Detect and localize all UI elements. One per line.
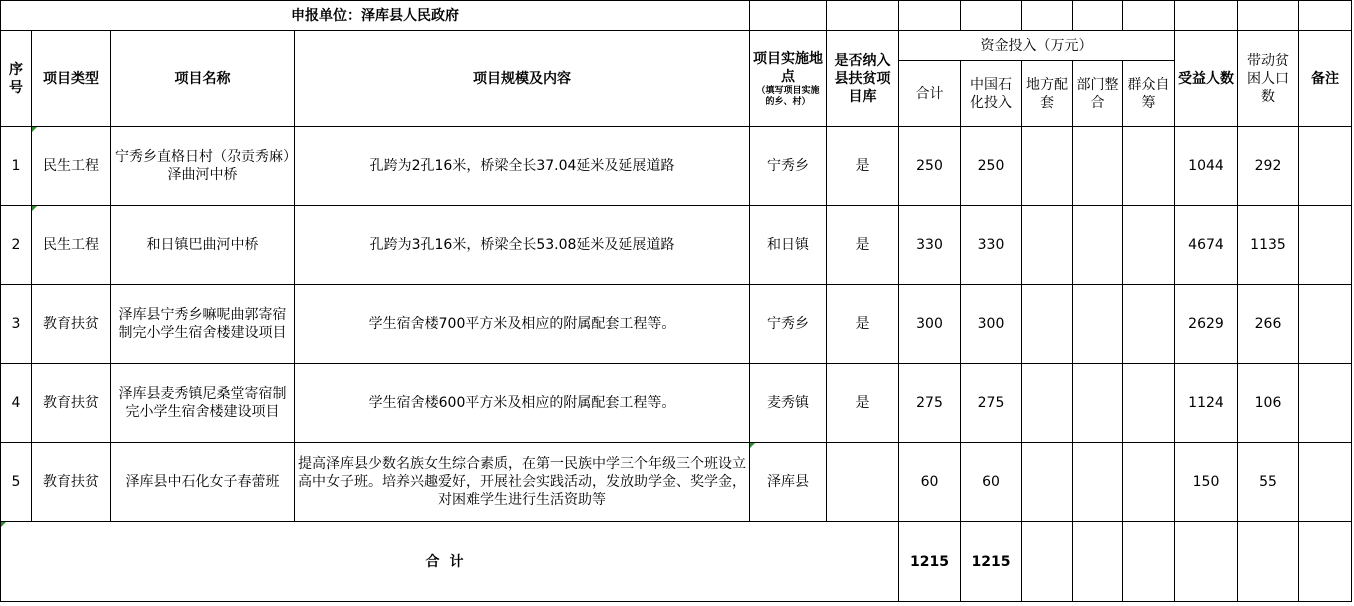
totals-empty-cell[interactable] — [1022, 522, 1073, 602]
title-row-cell[interactable] — [827, 1, 899, 31]
totals-total[interactable]: 1215 — [899, 522, 961, 602]
cell-scale[interactable]: 学生宿舍楼700平方米及相应的附属配套工程等。 — [295, 285, 750, 364]
cell-masses[interactable] — [1123, 206, 1175, 285]
header-row-1 — [1, 31, 1352, 61]
header-name[interactable]: 项目名称 — [111, 31, 295, 127]
totals-empty-cell[interactable] — [1175, 522, 1238, 602]
cell-type[interactable]: 教育扶贫 — [32, 364, 111, 443]
header-masses[interactable]: 群众自筹 — [1123, 61, 1175, 127]
title-row-cell[interactable] — [750, 1, 827, 31]
cell-scale[interactable]: 孔跨为2孔16米，桥梁全长37.04延米及延展道路 — [295, 127, 750, 206]
cell-name[interactable]: 泽库县中石化女子春蕾班 — [111, 443, 295, 522]
totals-sinopec[interactable]: 1215 — [961, 522, 1022, 602]
cell-sinopec[interactable]: 300 — [961, 285, 1022, 364]
cell-local[interactable] — [1022, 127, 1073, 206]
header-seq[interactable]: 序号 — [1, 31, 32, 127]
title-row — [1, 1, 1352, 31]
header-location[interactable] — [750, 31, 827, 127]
cell-poor[interactable]: 292 — [1238, 127, 1299, 206]
cell-name[interactable]: 和日镇巴曲河中桥 — [111, 206, 295, 285]
title-row-cell[interactable] — [1022, 1, 1073, 31]
cell-seq[interactable]: 2 — [1, 206, 32, 285]
cell-in-library[interactable] — [827, 443, 899, 522]
table-row — [1, 127, 1352, 206]
header-location-note: （填写项目实施的乡、村） — [756, 85, 820, 107]
cell-name[interactable]: 宁秀乡直格日村（尕贡秀麻）泽曲河中桥 — [111, 127, 295, 206]
cell-type[interactable]: 教育扶贫 — [32, 285, 111, 364]
cell-masses[interactable] — [1123, 364, 1175, 443]
cell-location[interactable]: 宁秀乡 — [750, 127, 827, 206]
cell-total[interactable]: 60 — [899, 443, 961, 522]
report-unit-title[interactable]: 申报单位：泽库县人民政府 — [1, 1, 750, 31]
header-sinopec[interactable]: 中国石化投入 — [961, 61, 1022, 127]
cell-beneficiaries[interactable]: 1044 — [1175, 127, 1238, 206]
cell-beneficiaries[interactable]: 1124 — [1175, 364, 1238, 443]
cell-dept[interactable] — [1073, 206, 1123, 285]
cell-type[interactable]: 教育扶贫 — [32, 443, 111, 522]
cell-sinopec[interactable]: 330 — [961, 206, 1022, 285]
cell-location[interactable]: 宁秀乡 — [750, 285, 827, 364]
cell-remarks[interactable] — [1299, 443, 1352, 522]
totals-empty-cell[interactable] — [1123, 522, 1175, 602]
header-funds[interactable]: 资金投入（万元） — [899, 31, 1175, 61]
title-row-cell[interactable] — [1175, 1, 1238, 31]
cell-type[interactable]: 民生工程 — [32, 127, 111, 206]
cell-masses[interactable] — [1123, 127, 1175, 206]
cell-remarks[interactable] — [1299, 285, 1352, 364]
title-row-cell[interactable] — [1123, 1, 1175, 31]
cell-poor[interactable]: 266 — [1238, 285, 1299, 364]
cell-local[interactable] — [1022, 285, 1073, 364]
totals-label[interactable]: 合计 — [1, 522, 899, 602]
header-local[interactable]: 地方配套 — [1022, 61, 1073, 127]
cell-total[interactable]: 300 — [899, 285, 961, 364]
table-row — [1, 206, 1352, 285]
totals-empty-cell[interactable] — [1299, 522, 1352, 602]
cell-remarks[interactable] — [1299, 127, 1352, 206]
cell-total[interactable]: 330 — [899, 206, 961, 285]
cell-dept[interactable] — [1073, 127, 1123, 206]
cell-local[interactable] — [1022, 364, 1073, 443]
cell-dept[interactable] — [1073, 443, 1123, 522]
cell-poor[interactable]: 106 — [1238, 364, 1299, 443]
cell-total[interactable]: 250 — [899, 127, 961, 206]
cell-seq[interactable]: 5 — [1, 443, 32, 522]
cell-sinopec[interactable]: 60 — [961, 443, 1022, 522]
cell-scale[interactable]: 孔跨为3孔16米，桥梁全长53.08延米及延展道路 — [295, 206, 750, 285]
cell-name[interactable]: 泽库县宁秀乡嘛呢曲郭寄宿制完小学生宿舍楼建设项目 — [111, 285, 295, 364]
totals-empty-cell[interactable] — [1238, 522, 1299, 602]
header-location-label: 项目实施地点 — [753, 50, 823, 85]
header-beneficiaries[interactable]: 受益人数 — [1175, 31, 1238, 127]
cell-beneficiaries[interactable]: 150 — [1175, 443, 1238, 522]
cell-sinopec[interactable]: 250 — [961, 127, 1022, 206]
title-row-cell[interactable] — [1238, 1, 1299, 31]
title-row-cell[interactable] — [1073, 1, 1123, 31]
cell-in-library[interactable]: 是 — [827, 206, 899, 285]
header-scale[interactable]: 项目规模及内容 — [295, 31, 750, 127]
cell-dept[interactable] — [1073, 364, 1123, 443]
cell-masses[interactable] — [1123, 285, 1175, 364]
cell-beneficiaries[interactable]: 4674 — [1175, 206, 1238, 285]
cell-masses[interactable] — [1123, 443, 1175, 522]
table-row — [1, 285, 1352, 364]
cell-local[interactable] — [1022, 206, 1073, 285]
cell-sinopec[interactable]: 275 — [961, 364, 1022, 443]
cell-remarks[interactable] — [1299, 364, 1352, 443]
cell-in-library[interactable]: 是 — [827, 285, 899, 364]
cell-in-library[interactable]: 是 — [827, 127, 899, 206]
cell-remarks[interactable] — [1299, 206, 1352, 285]
cell-location[interactable]: 泽库县 — [750, 443, 827, 522]
cell-poor[interactable]: 55 — [1238, 443, 1299, 522]
cell-name[interactable]: 泽库县麦秀镇尼桑堂寄宿制完小学生宿舍楼建设项目 — [111, 364, 295, 443]
cell-location[interactable]: 麦秀镇 — [750, 364, 827, 443]
cell-poor[interactable]: 1135 — [1238, 206, 1299, 285]
table-row — [1, 443, 1352, 522]
cell-scale[interactable]: 学生宿舍楼600平方米及相应的附属配套工程等。 — [295, 364, 750, 443]
cell-location[interactable]: 和日镇 — [750, 206, 827, 285]
header-in-library[interactable]: 是否纳入县扶贫项目库 — [827, 31, 899, 127]
cell-seq[interactable]: 3 — [1, 285, 32, 364]
title-row-cell[interactable] — [961, 1, 1022, 31]
header-type[interactable]: 项目类型 — [32, 31, 111, 127]
cell-scale[interactable]: 提高泽库县少数名族女生综合素质，在第一民族中学三个年级三个班设立高中女子班。培养兴趣爱好，开展社会实践活动，发放助学金、奖学金，对困难学生进行生活资助等 — [295, 443, 750, 522]
title-row-cell[interactable] — [899, 1, 961, 31]
totals-row — [1, 522, 1352, 602]
header-total[interactable]: 合计 — [899, 61, 961, 127]
cell-in-library[interactable]: 是 — [827, 364, 899, 443]
header-poor[interactable]: 带动贫困人口数 — [1238, 31, 1299, 127]
cell-dept[interactable] — [1073, 285, 1123, 364]
cell-seq[interactable]: 4 — [1, 364, 32, 443]
table-row — [1, 364, 1352, 443]
header-remarks[interactable]: 备注 — [1299, 31, 1352, 127]
title-row-cell[interactable] — [1299, 1, 1352, 31]
cell-total[interactable]: 275 — [899, 364, 961, 443]
header-dept[interactable]: 部门整合 — [1073, 61, 1123, 127]
cell-seq[interactable]: 1 — [1, 127, 32, 206]
cell-type[interactable]: 民生工程 — [32, 206, 111, 285]
cell-local[interactable] — [1022, 443, 1073, 522]
cell-beneficiaries[interactable]: 2629 — [1175, 285, 1238, 364]
totals-empty-cell[interactable] — [1073, 522, 1123, 602]
